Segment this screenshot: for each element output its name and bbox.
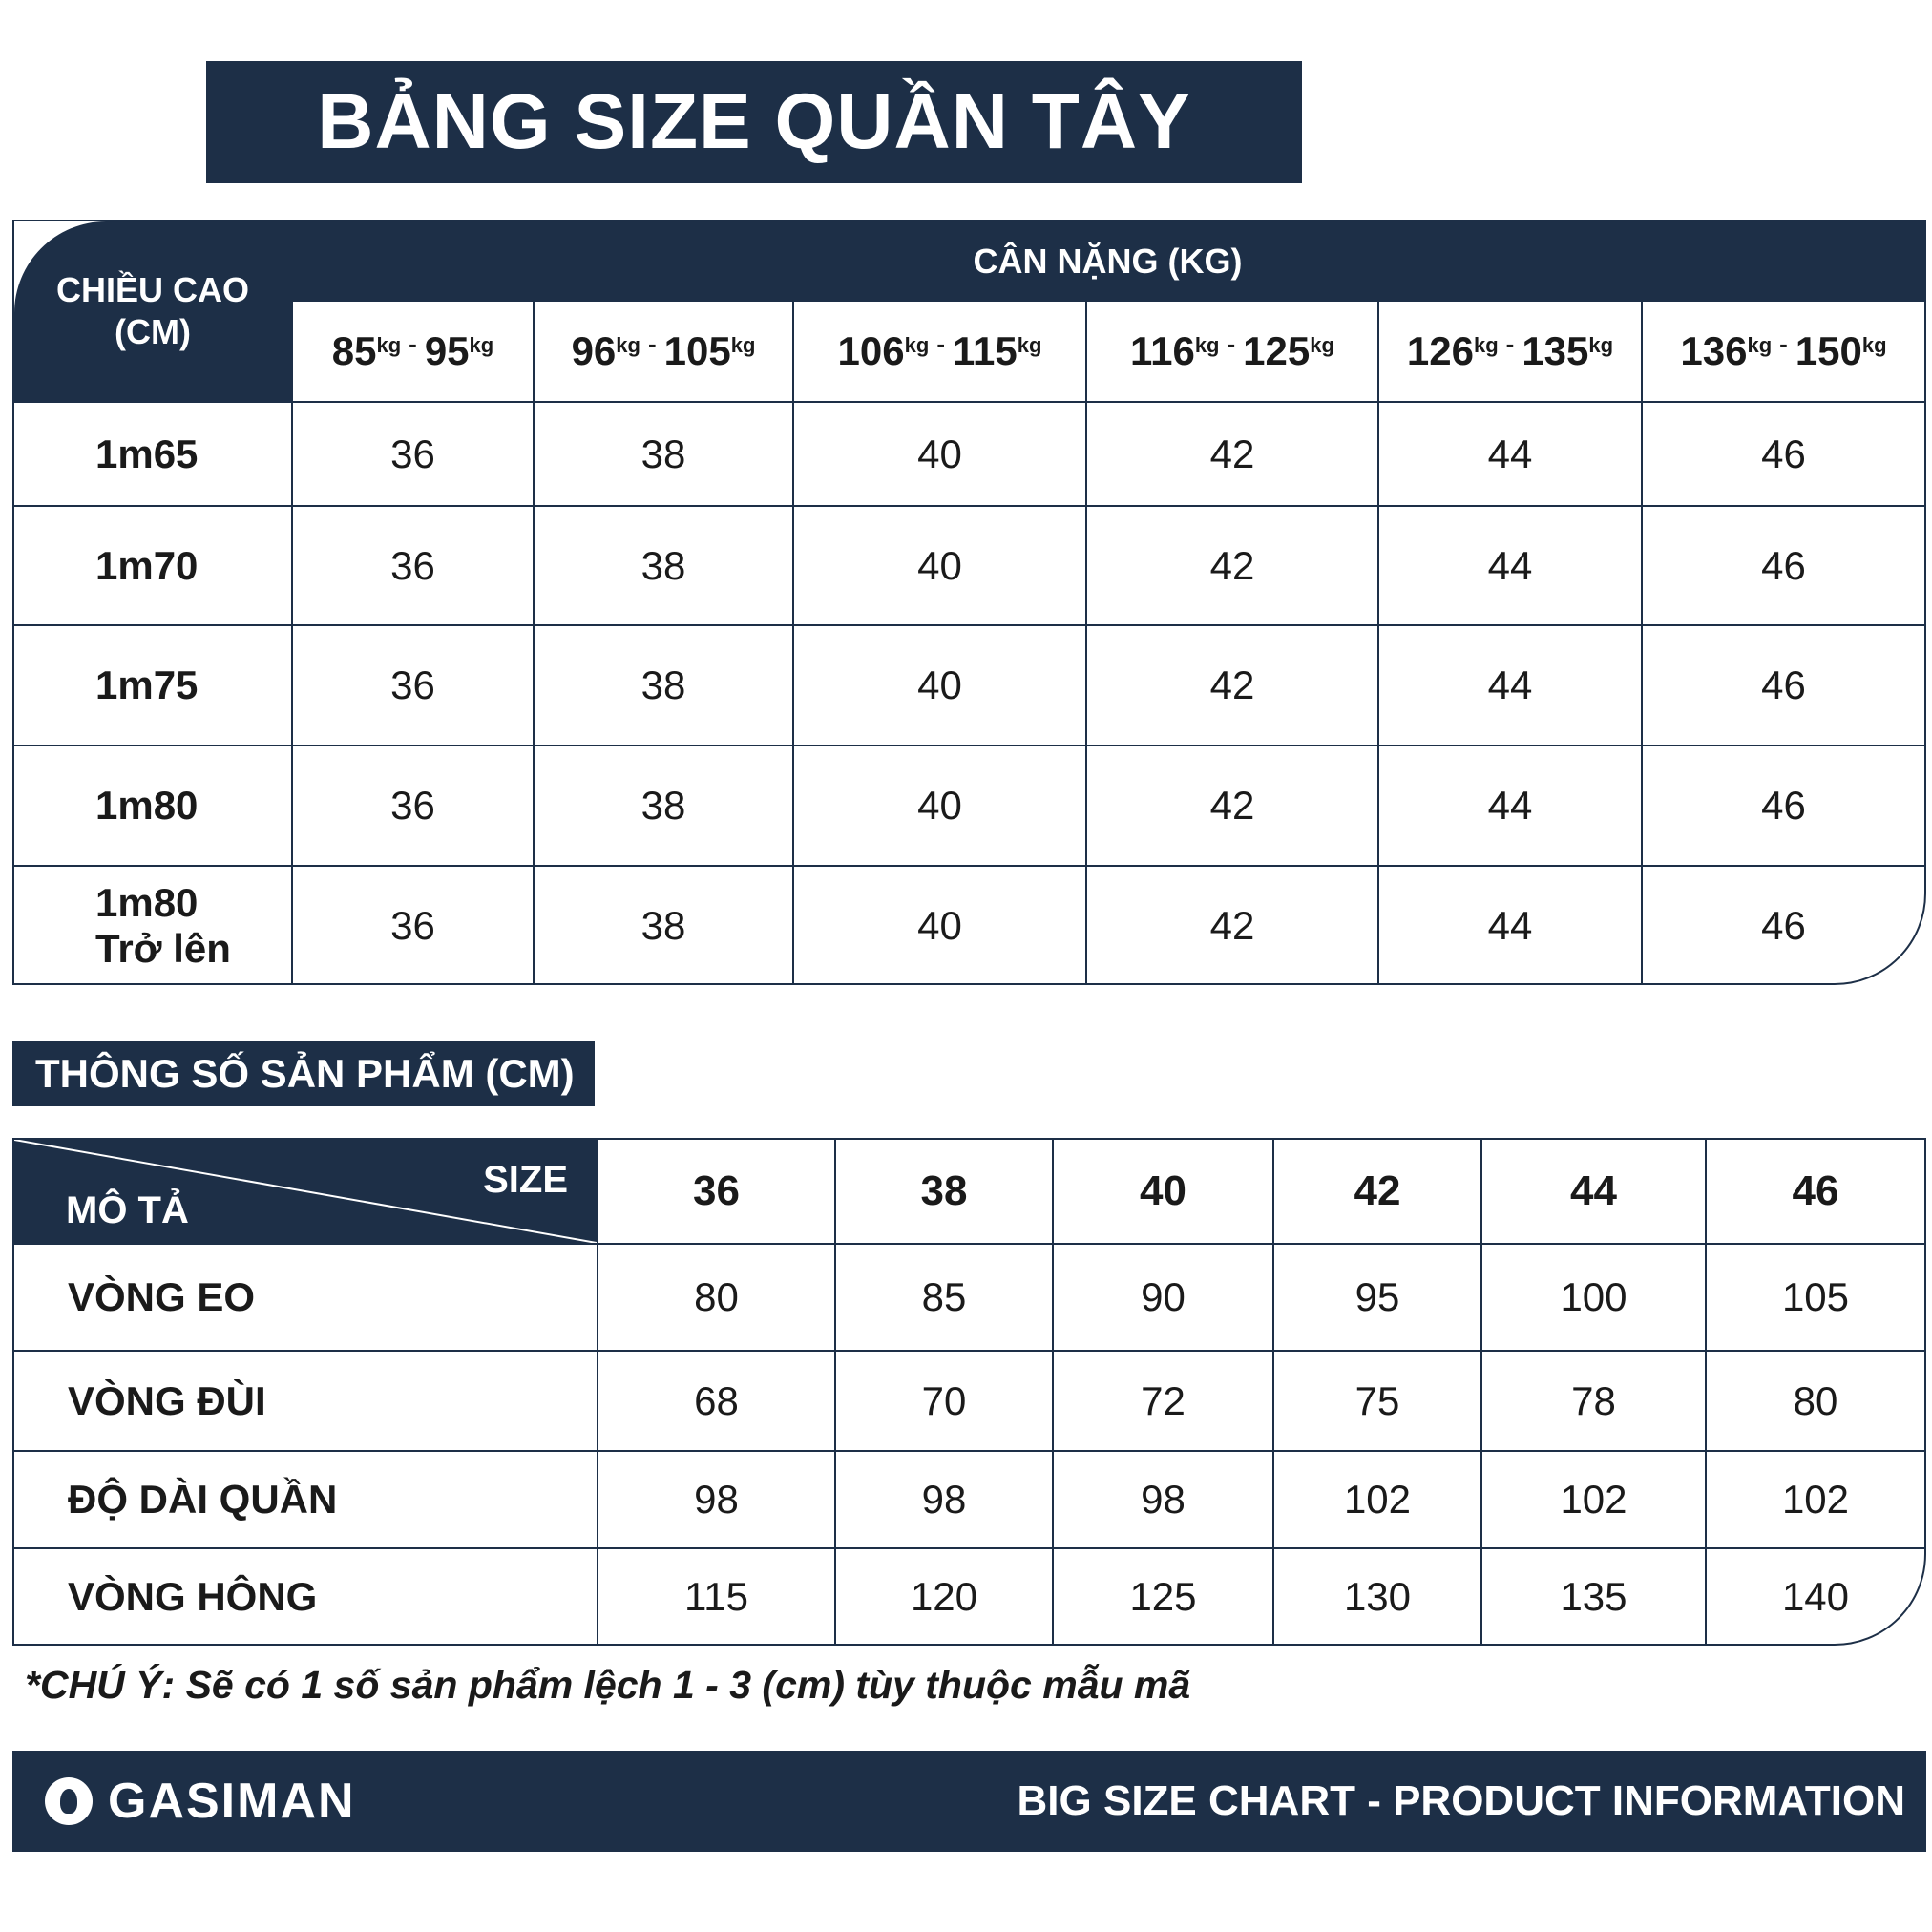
measurement-cell: 68 [597, 1352, 834, 1450]
unit-superscript: kg [1861, 333, 1887, 357]
height-value: 1m65 [95, 430, 199, 476]
brand-logo [45, 1751, 356, 1852]
weight-header: CÂN NẶNG (KG) [973, 242, 1243, 281]
size-cell: 42 [1085, 507, 1377, 624]
unit-superscript: kg [469, 333, 494, 357]
range-dash: - [936, 328, 945, 358]
size-cell: 44 [1377, 626, 1641, 745]
size-table-row [14, 745, 1924, 865]
size-table [12, 220, 1926, 985]
measurement-cell: 102 [1705, 1452, 1924, 1547]
height-header-line1: CHIỀU CAO [55, 270, 249, 309]
size-cell: 44 [1377, 507, 1641, 624]
weight-from: 136 [1680, 328, 1748, 373]
weight-to: 135 [1522, 328, 1589, 373]
weight-range-header [792, 302, 1085, 401]
unit-superscript: kg [730, 333, 756, 357]
size-cell: 38 [533, 746, 792, 865]
size-cell: 40 [792, 867, 1085, 985]
measurement-cell: 125 [1052, 1549, 1272, 1644]
size-cell: 36 [291, 867, 533, 985]
unit-superscript: kg [904, 333, 930, 357]
weight-range-header [1085, 302, 1377, 401]
spec-section-label [12, 1041, 595, 1106]
measurement-cell: 140 [1705, 1549, 1924, 1644]
size-cell: 38 [533, 403, 792, 505]
title-banner [206, 61, 1302, 183]
description-label: MÔ TẢ [66, 1189, 189, 1231]
size-cell: 46 [1641, 746, 1924, 865]
measurement-cell: 75 [1272, 1352, 1480, 1450]
size-column-header: 42 [1272, 1140, 1480, 1243]
spec-table-row [14, 1243, 1924, 1350]
weight-from: 106 [837, 328, 905, 373]
spec-table-row [14, 1350, 1924, 1450]
range-dash: - [647, 328, 657, 358]
size-cell: 36 [291, 403, 533, 505]
size-column-header: 36 [597, 1140, 834, 1243]
measurement-cell: 130 [1272, 1549, 1480, 1644]
weight-to: 95 [424, 328, 470, 373]
measurement-cell: 85 [834, 1245, 1052, 1350]
range-dash: - [1227, 328, 1236, 358]
size-cell: 42 [1085, 403, 1377, 505]
height-header-line2: (CM) [115, 312, 191, 351]
size-cell: 42 [1085, 626, 1377, 745]
size-column-header: 40 [1052, 1140, 1272, 1243]
size-column-header: 38 [834, 1140, 1052, 1243]
brand-name: GASIMAN [108, 1774, 356, 1829]
size-column-header: 46 [1705, 1140, 1924, 1243]
size-cell: 40 [792, 746, 1085, 865]
size-cell: 42 [1085, 867, 1377, 985]
weight-to: 150 [1795, 328, 1862, 373]
weight-range-header [1641, 302, 1924, 401]
measurement-cell: 115 [597, 1549, 834, 1644]
spec-table-corner [14, 1140, 597, 1243]
weight-range-header [1377, 302, 1641, 401]
size-cell: 38 [533, 626, 792, 745]
weight-from: 85 [331, 328, 377, 373]
unit-superscript: kg [1194, 333, 1220, 357]
size-cell: 46 [1641, 867, 1924, 985]
weight-from: 96 [571, 328, 617, 373]
size-label: SIZE [483, 1159, 568, 1201]
page-title: BẢNG SIZE QUẦN TÂY [317, 78, 1191, 165]
height-label [14, 507, 291, 624]
size-cell: 38 [533, 507, 792, 624]
size-cell: 44 [1377, 403, 1641, 505]
range-dash: - [1779, 328, 1788, 358]
size-table-row [14, 865, 1924, 985]
measurement-cell: 80 [597, 1245, 834, 1350]
measurement-cell: 100 [1480, 1245, 1705, 1350]
size-cell: 36 [291, 626, 533, 745]
unit-superscript: kg [1588, 333, 1614, 357]
weight-from: 126 [1406, 328, 1474, 373]
size-cell: 46 [1641, 507, 1924, 624]
measurement-label: VÒNG HÔNG [68, 1573, 318, 1619]
size-table-row [14, 505, 1924, 624]
range-dash: - [409, 328, 417, 358]
size-table-row [14, 401, 1924, 505]
measurement-cell: 102 [1480, 1452, 1705, 1547]
size-cell: 40 [792, 507, 1085, 624]
weight-from: 116 [1130, 328, 1195, 373]
height-header [14, 221, 291, 401]
weight-to: 125 [1243, 328, 1311, 373]
height-label [14, 867, 291, 985]
size-cell: 38 [533, 867, 792, 985]
height-label [14, 746, 291, 865]
range-dash: - [1505, 328, 1515, 358]
weight-range-header [533, 302, 792, 401]
brand-logo-icon [45, 1777, 93, 1825]
measurement-cell: 72 [1052, 1352, 1272, 1450]
measurement-cell: 135 [1480, 1549, 1705, 1644]
unit-superscript: kg [1310, 333, 1334, 357]
weight-to: 105 [663, 328, 731, 373]
height-value: 1m80 [95, 783, 199, 828]
measurement-cell: 98 [597, 1452, 834, 1547]
height-label [14, 626, 291, 745]
size-cell: 44 [1377, 746, 1641, 865]
height-value: 1m75 [95, 662, 199, 707]
measurement-cell: 70 [834, 1352, 1052, 1450]
weight-to: 115 [952, 328, 1018, 373]
height-subtext: Trở lên [95, 926, 231, 971]
height-value: 1m80 [95, 880, 199, 925]
spec-table [12, 1138, 1926, 1646]
size-table-row [14, 624, 1924, 745]
size-column-header: 44 [1480, 1140, 1705, 1243]
measurement-label: ĐỘ DÀI QUẦN [68, 1477, 338, 1522]
spec-table-row [14, 1450, 1924, 1547]
size-cell: 42 [1085, 746, 1377, 865]
unit-superscript: kg [616, 333, 640, 357]
measurement-cell: 80 [1705, 1352, 1924, 1450]
measurement-cell: 98 [834, 1452, 1052, 1547]
height-value: 1m70 [95, 542, 199, 588]
size-cell: 46 [1641, 403, 1924, 505]
footer-tagline: BIG SIZE CHART - PRODUCT INFORMATION [1017, 1777, 1905, 1824]
weight-range-header [291, 302, 533, 401]
unit-superscript: kg [1017, 333, 1042, 357]
size-cell: 36 [291, 507, 533, 624]
measurement-cell: 102 [1272, 1452, 1480, 1547]
spec-section-title: THÔNG SỐ SẢN PHẨM (CM) [35, 1051, 575, 1096]
measurement-label: VÒNG EO [68, 1274, 256, 1319]
measurement-cell: 120 [834, 1549, 1052, 1644]
spec-table-row [14, 1547, 1924, 1644]
unit-superscript: kg [1473, 333, 1499, 357]
measurement-label: VÒNG ĐÙI [68, 1377, 266, 1423]
size-cell: 36 [291, 746, 533, 865]
measurement-cell: 105 [1705, 1245, 1924, 1350]
size-cell: 40 [792, 403, 1085, 505]
size-cell: 46 [1641, 626, 1924, 745]
height-label [14, 403, 291, 505]
size-cell: 40 [792, 626, 1085, 745]
measurement-cell: 95 [1272, 1245, 1480, 1350]
size-cell: 44 [1377, 867, 1641, 985]
unit-superscript: kg [1747, 333, 1773, 357]
measurement-cell: 98 [1052, 1452, 1272, 1547]
measurement-cell: 90 [1052, 1245, 1272, 1350]
footer-bar [12, 1751, 1926, 1852]
measurement-cell: 78 [1480, 1352, 1705, 1450]
unit-superscript: kg [376, 333, 402, 357]
note-text: *CHÚ Ý: Sẽ có 1 số sản phẩm lệch 1 - 3 (cm) tùy thuộc mẫu mã [25, 1663, 1191, 1707]
